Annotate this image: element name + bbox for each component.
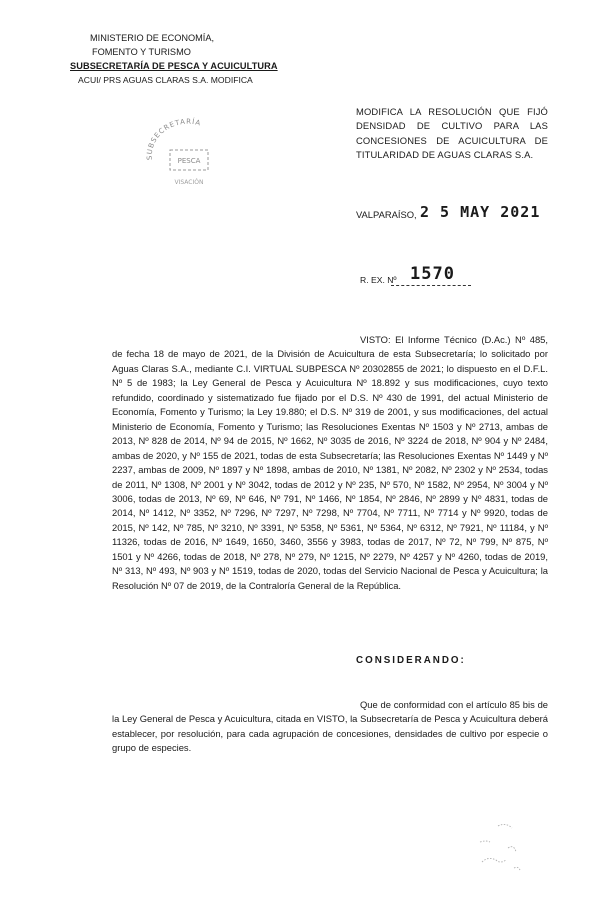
stamp-text-bottom: VISACIÓN bbox=[174, 179, 204, 186]
letterhead-ministry: MINISTERIO DE ECONOMÍA, bbox=[90, 33, 215, 43]
considerando-heading: CONSIDERANDO: bbox=[356, 655, 466, 666]
date-stamp: 2 5 MAY 2021 bbox=[420, 203, 541, 221]
stamp-text-top: SUBSECRETARÍA bbox=[145, 117, 203, 161]
considerando-paragraph-1: Que de conformidad con el artículo 85 bis de la Ley General de Pesca y Acuicultura, citada en VISTO, la Subsecretaría de Pesca y Acuicultura deberá establecer, por resolución, para cada agrupación de concesiones, densidades de cultivo por especie o grupo de especies. bbox=[112, 699, 548, 754]
resolution-subject: MODIFICA LA RESOLUCIÓN QUE FIJÓ DENSIDAD DE CULTIVO PARA LAS CONCESIONES DE ACUICULTURA DE TITULARIDAD DE AGUAS CLARAS S.A. bbox=[356, 106, 548, 161]
visto-paragraph: VISTO: El Informe Técnico (D.Ac.) Nº 485, de fecha 18 de mayo de 2021, de la División de Acuicultura de esta Subsecretaría; lo solicitado por Aguas Claras S.A., mediante C.I. VIRTUAL SUBPESCA Nº 20302855 de 2021; lo dispuesto en el D.F.L. Nº 5 de 1983; la Ley General de Pesca y Acuicultura Nº 18.892 y sus modificaciones, cuyo texto refundido, coordinado y sistematizado fue fijado por el D.S. Nº 430 de 1991, del actual Ministerio de Economía, Fomento y Turismo; la Ley 19.880; el D.S. Nº 319 de 2001, y sus modificaciones, del actual Ministerio de Economía, Fomento y Turismo; las Resoluciones Exentas Nº 1503 y Nº 2713, ambas de 2013, Nº 828 de 2014, Nº 94 de 2015, Nº 1662, Nº 3035 de 2016, Nº 3224 de 2018, Nº 904 y Nº 2484, ambas de 2020, y Nº 155 de 2021, todas de esta Subsecretaría; las Resoluciones Exentas Nº 1449 y Nº 2237, ambas de 2009, Nº 1897 y Nº 1898, ambas de 2010, Nº 1381, Nº 2082, Nº 2302 y Nº 2534, todas de 2011, Nº 1308, Nº 2001 y Nº 3042, todas de 2012 y Nº 235, Nº 570, Nº 1582, Nº 2954, Nº 3004 y Nº 3006, todas de 2013, Nº 69, Nº 646, Nº 791, Nº 1466, Nº 1854, Nº 2846, Nº 2899 y Nº 4831, todas de 2014, Nº 1412, Nº 3352, Nº 7296, Nº 7297, Nº 7298, Nº 7704, Nº 7711, Nº 7714 y Nº 9920, todas de 2015, Nº 142, Nº 785, Nº 3210, Nº 3391, Nº 5358, Nº 5361, Nº 5364, Nº 6312, Nº 7921, Nº 11184, y Nº 11326, todas de 2016, Nº 1649, 1650, 3460, 3556 y 3983, todas de 2017, Nº 72, Nº 799, Nº 875, Nº 1501 y Nº 4266, todas de 2018, Nº 278, Nº 279, Nº 1215, Nº 2279, Nº 4257 y Nº 4260, todas de 2019, Nº 313, Nº 493, Nº 903 y Nº 1519, todas de 2020, todas del Servicio Nacional de Pesca y Acuicultura; la Resolución Nº 07 de 2019, de la Contraloría General de la República. bbox=[112, 334, 548, 591]
letterhead bbox=[68, 31, 308, 87]
resolution-number: 1570 bbox=[410, 264, 455, 284]
official-stamp-icon bbox=[140, 112, 236, 192]
resolution-number-line bbox=[391, 285, 471, 286]
initials-mark-icon bbox=[462, 812, 542, 882]
place-label: VALPARAÍSO, bbox=[356, 209, 417, 220]
letterhead-reference: ACUI/ PRS AGUAS CLARAS S.A. MODIFICA bbox=[78, 75, 253, 85]
stamp-text-mid: PESCA bbox=[177, 157, 201, 165]
svg-text:SUBSECRETARÍA bbox=[146, 117, 203, 160]
resolution-number-label: R. EX. Nº bbox=[360, 275, 397, 285]
letterhead-subsecretaria: SUBSECRETARÍA DE PESCA Y ACUICULTURA bbox=[70, 61, 278, 71]
letterhead-ministry-2: FOMENTO Y TURISMO bbox=[92, 47, 191, 57]
